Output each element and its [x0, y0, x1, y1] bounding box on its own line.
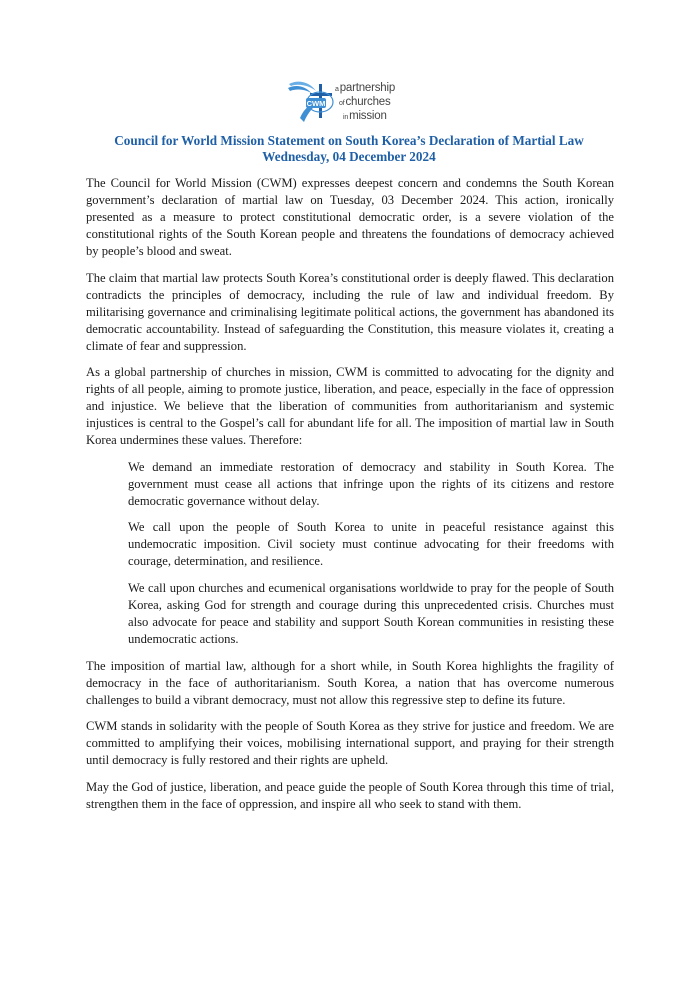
demand-item: We call upon churches and ecumenical organisations worldwide to pray for the people of South Korea, asking God for strength and courage during this unprecedented crisis. Churches must also advocate for peace and stability and support South Korean communities in resisting these undemocratic actions. [128, 580, 614, 646]
logo-prefix-3: in [343, 114, 349, 121]
paragraph: The Council for World Mission (CWM) expresses deepest concern and condemns the South Korean government’s declaration of martial law on Tuesday, 03 December 2024. This action, ironically presented as a measure to protect constitutional democratic order, is a severe violation of the constitutional rights of the South Korean people and threatens the foundations of democracy achieved by people’s blood and sweat. [86, 176, 614, 258]
logo-word-1: partnership [339, 82, 396, 94]
statement-body [86, 175, 614, 822]
demand-item: We demand an immediate restoration of democracy and stability in South Korea. The government must cease all actions that infringe upon the rights of its citizens and restore democratic governance without delay. [128, 459, 614, 508]
logo-prefix-2: of [339, 100, 345, 107]
logo-word-3: mission [349, 110, 387, 122]
title-line: Council for World Mission Statement on South Korea’s Declaration of Martial Law [114, 133, 584, 148]
cwm-logo [286, 78, 426, 126]
logo-wordmark [335, 82, 395, 124]
paragraph: The imposition of martial law, although for a short while, in South Korea highlights the fragility of democracy in the face of authoritarianism. South Korea, a nation that has overcome numerous challenges to build a vibrant democracy, must not allow this regressive step to define its future. [86, 658, 614, 707]
logo-mark-text: CWM [306, 99, 326, 108]
demand-item: We call upon the people of South Korea to unite in peaceful resistance against this undemocratic imposition. Civil society must continue advocating for their freedoms with courage, determination, and resilience. [128, 520, 614, 569]
paragraph: May the God of justice, liberation, and peace guide the people of South Korea through this time of trial, strengthen them in the face of oppression, and inspire all who seek to stand with them. [86, 779, 614, 811]
title-date: Wednesday, 04 December 2024 [262, 149, 436, 164]
statement-title [86, 133, 612, 165]
logo-prefix-1: a [335, 86, 339, 93]
demands-list [86, 459, 614, 648]
paragraph: CWM stands in solidarity with the people of South Korea as they strive for justice and freedom. We are committed to amplifying their voices, mobilising international support, and praying for their strength until democracy is fully restored and their rights are upheld. [86, 719, 614, 768]
logo-word-2: churches [345, 96, 391, 108]
paragraph: The claim that martial law protects South Korea’s constitutional order is deeply flawed. This declaration contradicts the principles of democracy, including the rule of law and individual freedom. By militarising governance and criminalising legitimate political actions, the government has abandoned its democratic accountability. Instead of safeguarding the Constitution, this measure violates it, creating a climate of fear and suppression. [86, 270, 614, 353]
paragraph: As a global partnership of churches in mission, CWM is committed to advocating for the dignity and rights of all people, aiming to promote justice, liberation, and peace, especially in the face of oppression and injustice. We believe that the liberation of communities from authoritarianism and systemic injustices is central to the Gospel’s call for abundant life for all. The imposition of martial law in South Korea undermines these values. Therefore: [86, 365, 614, 448]
